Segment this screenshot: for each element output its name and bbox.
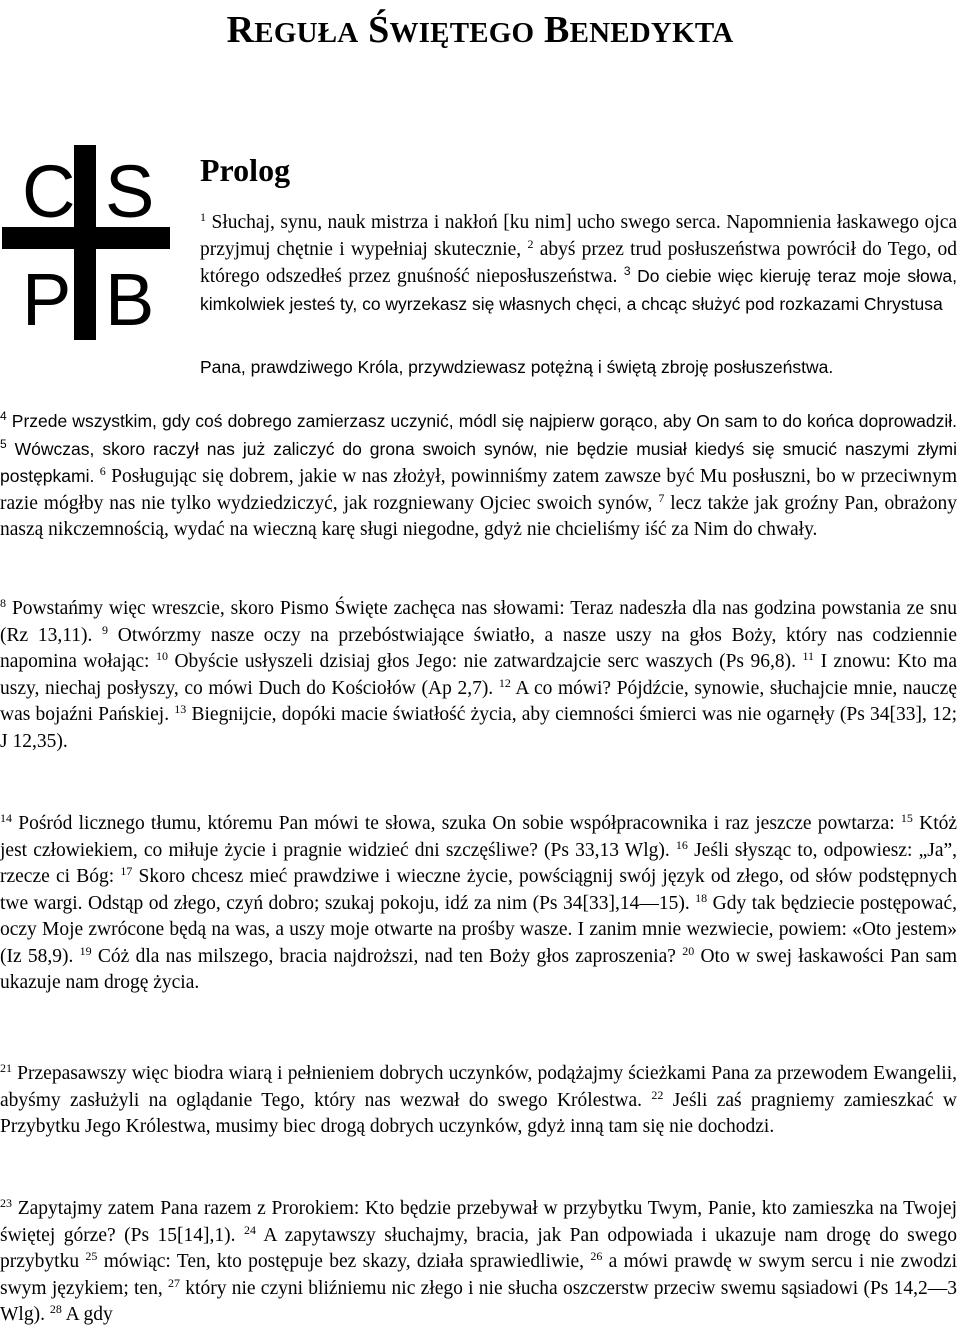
verse-number: 19 — [79, 943, 92, 958]
verse-27: który nie czyni bliźniemu nic złego i nie słucha oszczerstw przeciw swemu sąsiadowi (Ps 14,2—3 Wlg). — [0, 1277, 958, 1325]
verse-14: Pośród licznego tłumu, któremu Pan mówi te słowa, szuka On sobie współpracownika i raz jeszcze powtarza: — [18, 813, 895, 834]
verse-26: a mówi prawdę w swym sercu i nie zwodzi swym językiem; ten, — [0, 1251, 957, 1299]
verse-number: 11 — [802, 649, 815, 663]
verse-1: Słuchaj, synu, nauk mistrza i nakłoń [ku nim] ucho swego serca. Napomnienia łaskawego ojca przyjmuj chętnie i wypełniaj skutecznie, — [200, 212, 958, 260]
verse-number: 12 — [498, 675, 511, 690]
verse-number: 6 — [99, 464, 106, 478]
verse-20: Oto w swej łaskawości Pan sam ukazuje nam drogę życia. — [0, 945, 958, 993]
verse-number: 18 — [695, 890, 708, 905]
verse-11: I znowu: Kto ma uszy, niechaj posłyszy, co mówi Duch do Kościołów (Ap 2,7). — [0, 651, 958, 699]
verse-number: 7 — [658, 490, 665, 505]
document-title: REGUŁA ŚWIĘTEGO BENEDYKTA — [226, 9, 734, 51]
verse-28: A gdy — [65, 1304, 113, 1325]
verse-number: 4 — [0, 409, 7, 423]
logo-letter-p: P — [22, 258, 72, 340]
logo-letter-s: S — [105, 150, 155, 233]
verse-18: Gdy tak będziecie postępować, oczy Moje zwrócone będą na was, a uszy moje otwarte na prośby wasze. I zanim mnie wezwiecie, powiem: «Oto jestem» (Iz 58,9). — [0, 892, 957, 967]
verse-number: 25 — [85, 1249, 98, 1263]
verse-number: 10 — [155, 649, 168, 663]
verse-number: 9 — [102, 622, 109, 637]
verse-4: Przede wszystkim, gdy coś dobrego zamierzasz uczynić, módl się najpierw gorąco, aby On sam to do końca doprowadził. — [11, 411, 958, 431]
paragraph-21 — [0, 1061, 957, 1141]
paragraph-8 — [0, 596, 957, 755]
verse-23: Zapytajmy zatem Pana razem z Prorokiem: Kto będzie przebywał w przybytku Twym, Panie, kto zamieszka na Twojej świętej górze? (Ps 15[14],1). — [0, 1198, 958, 1246]
verse-number: 27 — [168, 1275, 180, 1290]
paragraph-14 — [0, 811, 957, 997]
verse-15: Któż jest człowiekiem, co miłuje życie i pragnie widzieć dni szczęśliwe? (Ps 33,13 Wlg). — [0, 813, 958, 861]
verse-number: 2 — [527, 236, 534, 251]
verse-number: 3 — [623, 264, 631, 278]
paragraph-1-continuation — [0, 354, 957, 381]
verse-17: Skoro chcesz mieć prawdziwe i wieczne życie, powściągnij swój język od złego, od słów podstępnych twe wargi. Odstąp od złego, czyń dobro; szukaj pokoju, idź za nim (Ps 34[33],14—15). — [0, 866, 958, 914]
verse-12: A co mówi? Pójdźcie, synowie, słuchajcie mnie, nauczę was bojaźni Pańskiej. — [0, 677, 957, 725]
verse-16: Jeśli słysząc to, odpowiesz: „Ja”, rzecze ci Bóg: — [0, 839, 958, 887]
paragraph-1 — [200, 210, 957, 318]
section-heading: Prolog — [200, 152, 291, 188]
verse-number: 5 — [0, 436, 7, 451]
verse-10: Obyście usłyszeli dzisiaj głos Jego: nie zatwardzajcie serc waszych (Ps 96,8). — [174, 651, 796, 672]
verse-number: 23 — [0, 1196, 12, 1210]
verse-7: lecz także jak groźny Pan, obrażony naszą nikczemnością, wydać na wieczną karę sługi niegodne, gdyż nie chcieliśmy iść za Nim do chwały. — [0, 492, 958, 540]
verse-25: mówiąc: Ten, kto postępuje bez skazy, działa sprawiedliwie, — [103, 1251, 585, 1272]
cspb-cross-logo — [2, 145, 170, 340]
verse-number: 8 — [0, 596, 6, 610]
verse-9: Otwórzmy nasze oczy na przebóstwiające światło, a nasze uszy na głos Boży, który nas codziennie napomina wołając: — [0, 624, 957, 672]
verse-19: Cóż dla nas milszego, bracia najdroższi, nad ten Boży głos zaproszenia? — [97, 945, 676, 967]
verse-number: 13 — [174, 702, 187, 716]
verse-number: 26 — [590, 1249, 603, 1263]
verse-3-continuation: Pana, prawdziwego Króla, przywdziewasz potężną i świętą zbroję posłuszeństwa. — [200, 357, 834, 377]
verse-13: Biegnijcie, dopóki macie światłość życia, aby ciemności śmierci was nie ogarnęły (Ps 34[33], 12; J 12,35). — [0, 704, 958, 752]
verse-22: Jeśli zaś pragniemy zamieszkać w Przybytku Jego Królestwa, musimy biec drogą dobrych uczynków, gdyż inną tam się nie dochodzi. — [0, 1089, 958, 1137]
verse-number: 21 — [0, 1061, 12, 1075]
verse-number: 24 — [243, 1222, 256, 1237]
verse-number: 17 — [120, 864, 133, 878]
verse-24: A zapytawszy słuchajmy, bracia, jak Pan odpowiada i ukazuje nam drogę do swego przybytku — [0, 1224, 957, 1272]
verse-number: 14 — [0, 811, 12, 825]
verse-8: Powstańmy więc wreszcie, skoro Pismo Święte zachęca nas słowami: Teraz nadeszła dla nas godzina powstania ze snu (Rz 13,11). — [0, 598, 958, 646]
logo-letter-b: B — [105, 258, 155, 340]
logo-letter-c: C — [22, 150, 76, 233]
paragraph-4 — [0, 408, 957, 544]
verse-number: 15 — [900, 811, 913, 825]
verse-number: 16 — [675, 837, 688, 852]
verse-2: abyś przez trud posłuszeństwa powrócił do Tego, od którego odszedłeś przez gnuśność nieposłuszeństwa. — [200, 238, 957, 287]
verse-number: 28 — [49, 1302, 62, 1316]
verse-number: 22 — [651, 1087, 664, 1102]
verse-6: Posługując się dobrem, jakie w nas złożył, powinniśmy zatem zawsze być Mu posłuszni, bo w przeciwnym razie mógłby nas nie tylko wydziedziczyć, jak rozgniewany Ojciec swoich synów, — [0, 466, 958, 514]
verse-3: Do ciebie więc kieruję teraz moje słowa, kimkolwiek jesteś ty, co wyrzekasz się własnych chęci, a chcąc służyć pod rozkazami Chrystusa — [200, 266, 957, 314]
verse-21: Przepasawszy więc biodra wiarą i pełnieniem dobrych uczynków, podążajmy ścieżkami Pana za przewodem Ewangelii, abyśmy zasłużyli na oglądanie Tego, który nas wezwał do swego Królestwa. — [0, 1063, 958, 1111]
verse-number: 1 — [200, 210, 206, 224]
verse-number: 20 — [682, 943, 695, 958]
paragraph-23 — [0, 1196, 957, 1329]
verse-5: Wówczas, skoro raczył nas już zaliczyć do grona swoich synów, nie będzie musiał kiedyś się smucić naszymi złymi postępkami. — [0, 438, 957, 486]
